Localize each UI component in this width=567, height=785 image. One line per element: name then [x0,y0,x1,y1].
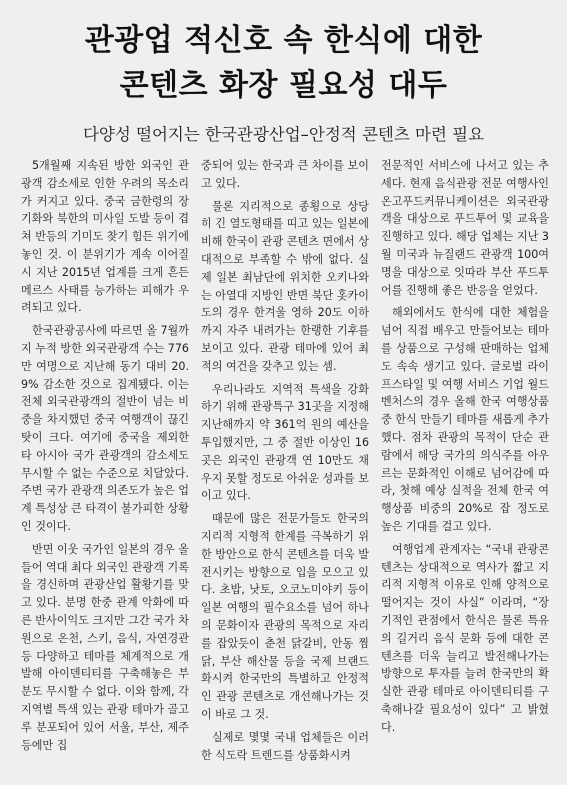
article-column-1 [21,157,189,759]
paragraph: 우리나라도 지역적 특색을 강화하기 위해 관광특구 31곳을 지정해 지난해까지 약 361억 원의 예산을 투입했지만, 그 중 절반 이상인 16곳은 외국인 관광객 연 10만도 채우지 못할 정도로 아쉬운 성과를 보이고 있다. [201,382,369,503]
headline-line-1: 관광업 적신호 속 한식에 대한 [84,23,483,58]
subheadline: 다양성 떨어지는 한국관광산업–안정적 콘텐츠 마련 필요 [82,125,485,144]
paragraph: 한국관광공사에 따르면 올 7월까지 누적 방한 외국관광객 수는 776만 여명으로 지난해 동기 대비 20.9% 감소한 것으로 집계됐다. 이는 전체 외국관광객의 절반이 넘는 비중을 차지했던 중국 여행객이 끊긴 탓이 크다. 여기에 중국을 제외한 타 아시아 국가 관광객의 감소세도 무시할 수 없는 수준으로 치달았다. 주변 국가 관광객 의존도가 높은 업계 특성상 큰 타격이 불가피한 상황인 것이다. [21,324,189,533]
paragraph: 해외에서도 한식에 대한 체험을 넘어 직접 배우고 만들어보는 테마를 상품으로 구성해 판매하는 업체도 속속 생기고 있다. 글로벌 라이프스타일 및 여행 서비스 기업 월드벤처스의 경우 올해 한국 여행상품 중 한식 만들기 테마를 새롭게 추가했다. 점차 관광의 목적이 단순 관람에서 해당 국가의 의식주를 아우르는 문화적인 이해로 넘어감에 따라, 첫해 예상 실적을 전체 한국 여행상품 비중의 20%로 잡 정도로 높은 기대를 걸고 있다. [381,306,549,533]
paragraph: 물론 지리적으로 종횡으로 상당히 긴 열도형태를 띠고 있는 일본에 비해 한국이 관광 콘텐츠 면에서 상대적으로 부족할 수 밖에 없다. 실제 일본 최남단에 위치한 오키나와는 아열대 지방인 반면 북단 홋카이도의 경우 한겨울 영하 20도 이하까지 자주 내려가는 한랭한 기후를 보이고 있다. 관광 테마에 있어 최적의 여건을 갖추고 있는 셈. [201,199,369,373]
paragraph: 때문에 많은 전문가들도 한국의 지리적 지형적 한계를 극복하기 위한 방안으로 한식 콘텐츠를 더욱 발전시키는 방향으로 입을 모으고 있다. 초밥, 낫토, 오코노미야키 등이 일본 여행의 필수요소를 넘어 하나의 문화이자 관광의 목적으로 자리를 잡았듯이 춘천 닭갈비, 안동 찜닭, 부산 해산물 등을 국제 브랜드화시켜 한국만의 특별하고 안정적인 관광 콘텐츠로 개선해나가는 것이 바로 그 것. [201,512,369,721]
article-column-2 [201,157,369,769]
paragraph: 5개월째 지속된 방한 외국인 관광객 감소세로 인한 우려의 목소리가 커지고 있다. 중국 금한령의 장기화와 북한의 미사일 도발 등이 겹쳐 반등의 기미도 찾기 힘든 위기에 놓인 것. 이 분위기가 계속 이어질 시 지난 2015년 업계를 크게 흔든 메르스 사태를 능가하는 피해가 우려되고 있다. [21,159,189,315]
paragraph: 중되어 있는 한국과 큰 차이를 보이고 있다. [201,159,369,190]
headline-line-2: 콘텐츠 화장 필요성 대두 [119,68,448,103]
paragraph: 실제로 몇몇 국내 업체들은 이러한 식도락 트렌드를 상품화시켜 [201,730,369,762]
paragraph: 반면 이웃 국가인 일본의 경우 올들어 역대 최다 외국인 관광객 기록을 경신하며 관광산업 활황기를 맞고 있다. 분명 한중 관계 악화에 따른 반사이익도 크지만 그간 국가 차원으로 온천, 스키, 음식, 자연경관 등 다양하고 테마를 체계적으로 개발해 아이덴티티를 구축해놓은 부분도 무시할 수 없다. 이와 함께, 각 지역별 특색 있는 관광 테마가 골고루 분포되어 있어 서울, 부산, 제주 등에만 집 [21,542,189,752]
paragraph: 전문적인 서비스에 나서고 있는 추세다. 현재 음식관광 전문 여행사인 온고푸드커뮤니케이션은 외국관광객을 대상으로 푸드투어 및 교육을 진행하고 있다. 해당 업체는 지난 3월 미국과 뉴질랜드 관광객 100여 명을 대상으로 잇따라 부산 푸드투어를 진행해 좋은 반응을 얻었다. [381,159,549,297]
paragraph: 여행업계 관계자는 “국내 관광콘텐츠는 상대적으로 역사가 짧고 지리적 지형적 이유로 인해 양적으로 떨어지는 것이 사실” 이라며, “장기적인 관점에서 한식은 물론 특유의 길거리 음식 문화 등에 대한 콘텐츠를 더욱 늘리고 발전해나가는 방향으로 투자를 늘려 한국만의 확실한 관광 테마로 아이덴티티를 구축해나갈 필요성이 있다” 고 밝혔다. [381,542,549,734]
article-column-3 [381,157,549,742]
headline [0,18,567,108]
